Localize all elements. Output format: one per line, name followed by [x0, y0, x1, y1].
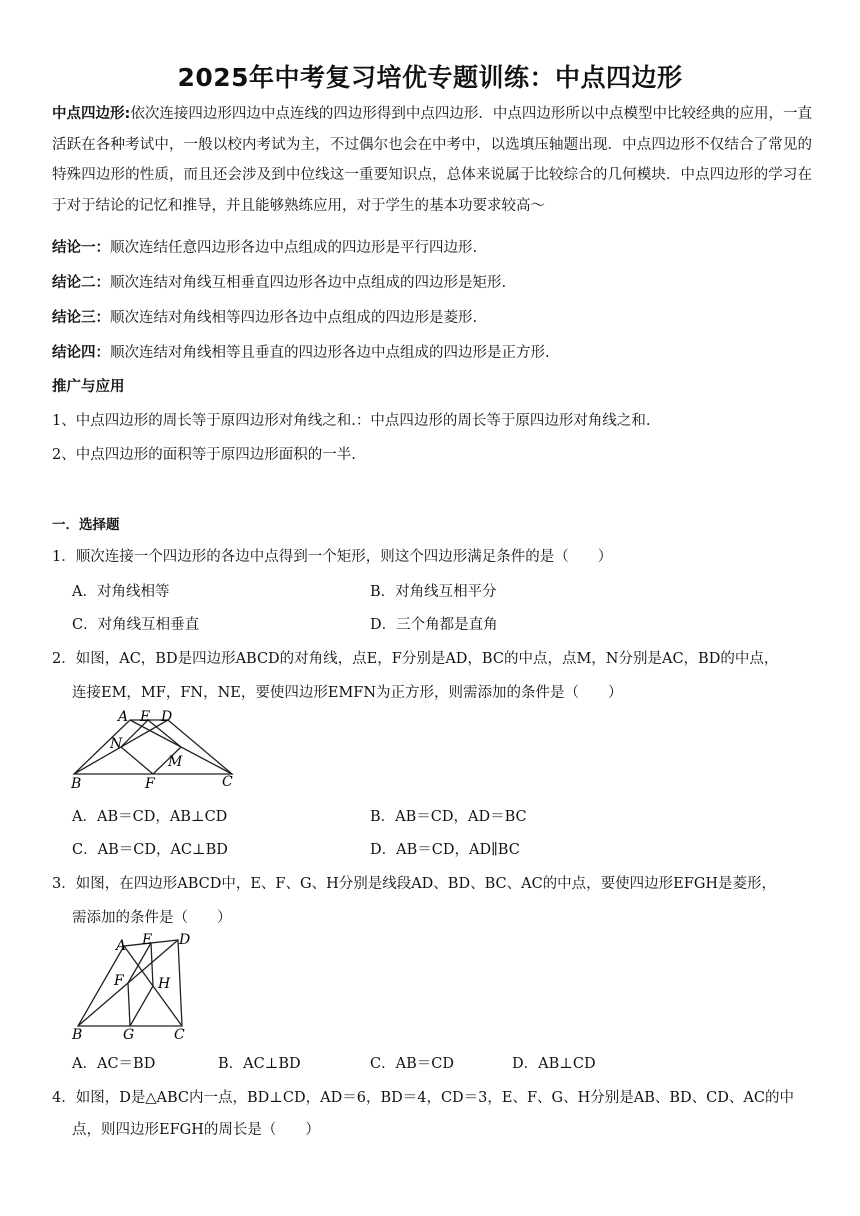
q2-option-c[interactable]: C．AB＝CD，AC⊥BD [72, 842, 228, 858]
question-4-stem-line1: 4．如图，D是△ABC内一点，BD⊥CD，AD＝6，BD＝4，CD＝3，E、F、G、H分别是AB、BD、CD、AC的中 [52, 1090, 794, 1106]
question-3-stem-line1: 3．如图，在四边形ABCD中，E、F、G、H分别是线段AD、BD、BC、AC的中点，要使四边形EFGH是菱形， [52, 876, 777, 892]
fig2-label-a: A [118, 709, 129, 725]
conclusion-2: 结论二：顺次连结对角线互相垂直四边形各边中点组成的四边形是矩形. [52, 275, 507, 291]
question-4-stem-line2: 点，则四边形EFGH的周长是（ ） [72, 1122, 320, 1138]
q1-option-a[interactable]: A．对角线相等 [72, 584, 170, 600]
q2-option-d[interactable]: D．AB＝CD，AD∥BC [370, 842, 520, 858]
extension-item-1: 1、中点四边形的周长等于原四边形对角线之和.：中点四边形的周长等于原四边形对角线之和. [52, 413, 651, 429]
q3-option-c[interactable]: C．AB＝CD [370, 1056, 454, 1072]
intro-label: 中点四边形: [52, 106, 131, 122]
fig3-label-d: D [179, 932, 191, 948]
page-title: 2025年中考复习培优专题训练：中点四边形 [177, 63, 683, 92]
fig2-label-m: M [168, 754, 183, 770]
intro-text: 依次连接四边形四边中点连线的四边形得到中点四边形．中点四边形所以中点模型中比较经典的应用，一直活跃在各种考试中，一般以校内考试为主，不过偶尔也会在中考中，以选填压轴题出现．中点四边形不仅结合了常见的特殊四边形的性质，而且还会涉及到中位线这一重要知识点，总体来说属于比较综合的几何模块．中点四边形的学习在于对于结论的记忆和推导，并且能够熟练应用，对于学生的基本功要求较高～ [52, 106, 812, 214]
fig2-label-b: B [71, 776, 82, 790]
q2-option-a[interactable]: A．AB＝CD，AB⊥CD [72, 809, 228, 825]
question-2-stem-line1: 2．如图，AC，BD是四边形ABCD的对角线，点E，F分别是AD，BC的中点，点M，N分别是AC，BD的中点， [52, 651, 779, 667]
conclusion-4: 结论四：顺次连结对角线相等且垂直的四边形各边中点组成的四边形是正方形. [52, 345, 550, 361]
question-3-figure [66, 930, 206, 1042]
fig3-label-e: E [142, 932, 153, 948]
conclusion-1: 结论一：顺次连结任意四边形各边中点组成的四边形是平行四边形. [52, 240, 478, 256]
fig3-label-h: H [158, 976, 171, 992]
fig3-label-g: G [123, 1027, 135, 1042]
fig2-label-d: D [161, 709, 173, 725]
fig2-label-f: F [145, 776, 155, 790]
fig2-label-n: N [110, 736, 123, 752]
q1-option-b[interactable]: B．对角线互相平分 [370, 584, 497, 600]
q3-option-d[interactable]: D．AB⊥CD [512, 1056, 596, 1072]
q3-option-b[interactable]: B．AC⊥BD [218, 1056, 301, 1072]
fig3-label-c: C [174, 1027, 185, 1042]
question-2-stem-line2: 连接EM，MF，FN，NE，要使四边形EMFN为正方形，则需添加的条件是（ ） [72, 685, 623, 701]
question-1-stem: 1．顺次连接一个四边形的各边中点得到一个矩形，则这个四边形满足条件的是（ ） [52, 549, 613, 565]
fig2-label-e: E [140, 709, 151, 725]
q2-option-b[interactable]: B．AB＝CD，AD＝BC [370, 809, 527, 825]
fig3-label-a: A [116, 938, 127, 954]
question-3-stem-line2: 需添加的条件是（ ） [72, 910, 232, 926]
conclusion-3: 结论三：顺次连结对角线相等四边形各边中点组成的四边形是菱形. [52, 310, 478, 326]
extension-item-2: 2、中点四边形的面积等于原四边形面积的一半. [52, 447, 356, 463]
q1-option-c[interactable]: C．对角线互相垂直 [72, 617, 200, 633]
intro-paragraph [52, 99, 812, 221]
fig3-label-b: B [72, 1027, 83, 1042]
fig2-label-c: C [222, 774, 233, 790]
question-2-figure [60, 706, 250, 790]
section-heading: 一．选择题 [52, 517, 120, 533]
q1-option-d[interactable]: D．三个角都是直角 [370, 617, 498, 633]
fig3-label-f: F [114, 973, 124, 989]
extension-heading: 推广与应用 [52, 379, 125, 395]
q3-option-a[interactable]: A．AC＝BD [72, 1056, 156, 1072]
